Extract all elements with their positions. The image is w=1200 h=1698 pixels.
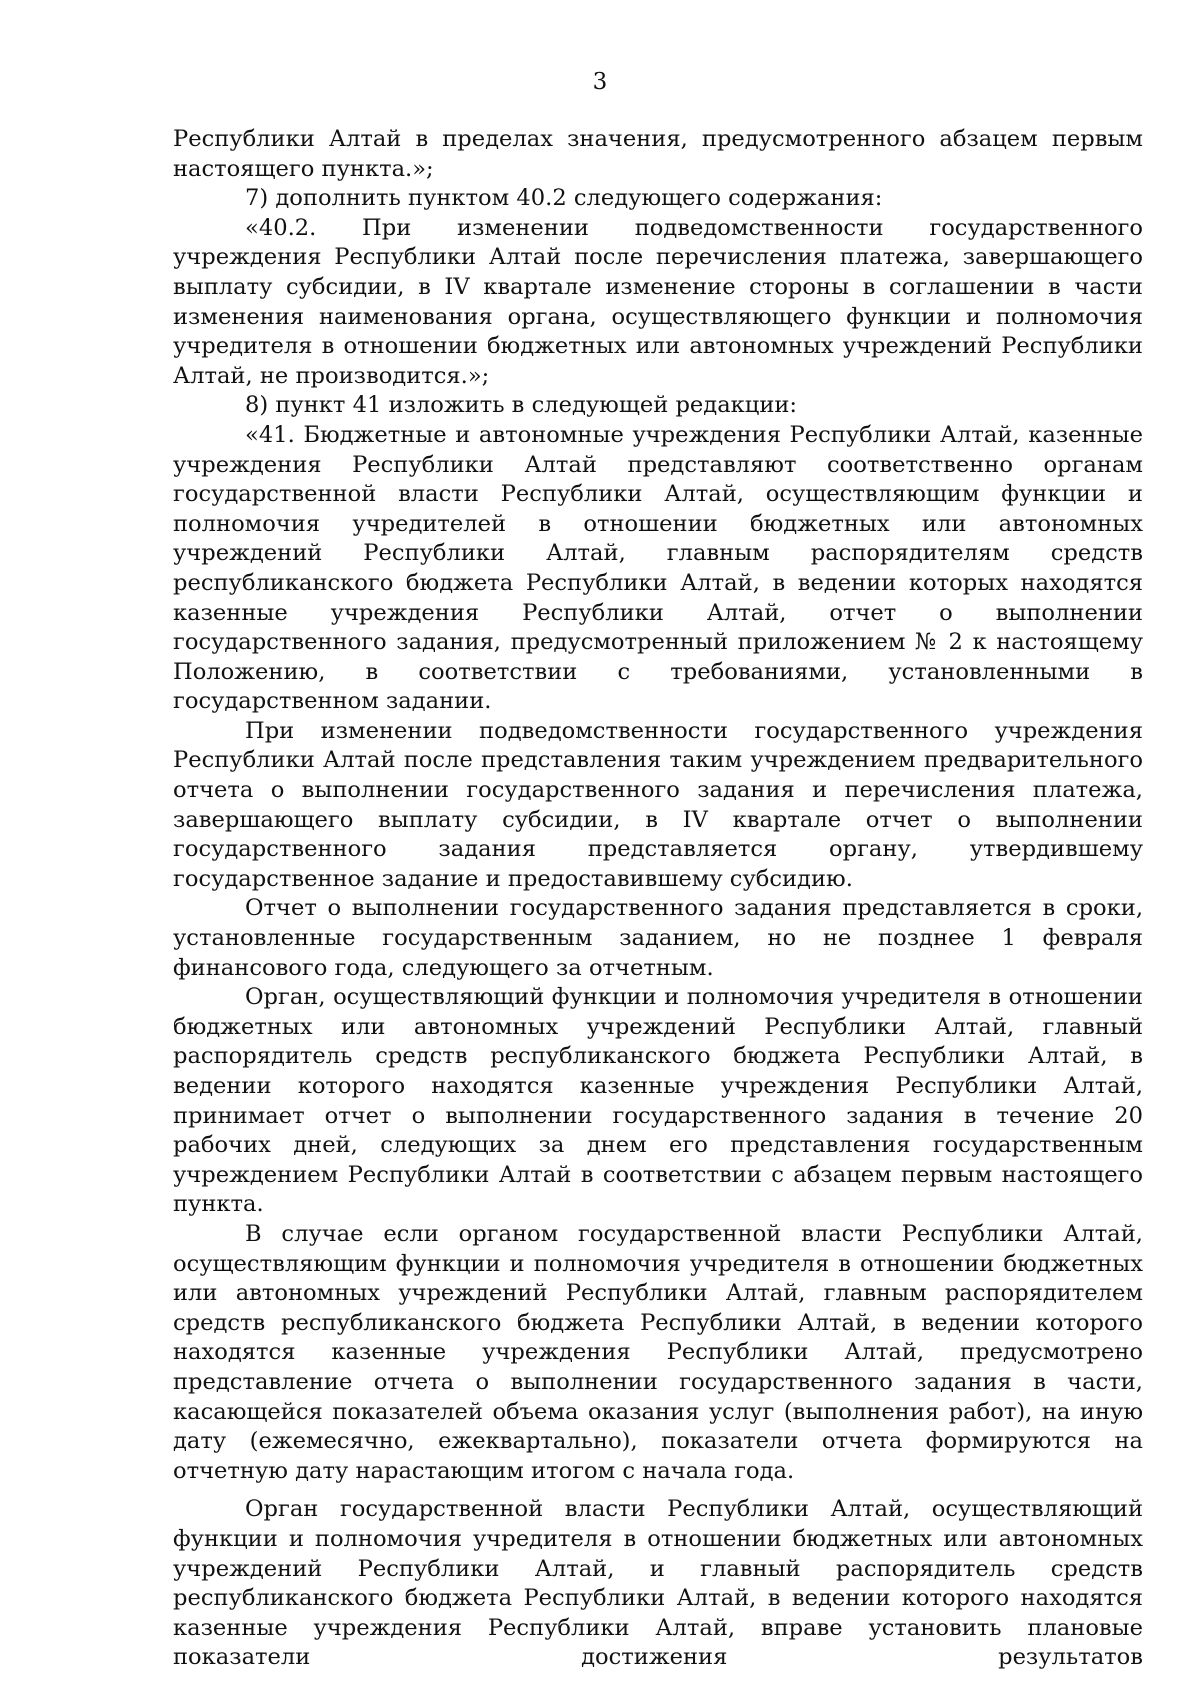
- paragraph-clause-40-2: «40.2. При изменении подведомственности государственного учреждения Республики Алтай после перечисления платежа, завершающего выплату субсидии, в IV квартале изменение стороны в соглашении в части изменения наименования органа, осуществляющего функции и полномочия учредителя в отношении бюджетных или автономных учреждений Республики Алтай, не производится.»;: [173, 214, 1143, 389]
- paragraph-report-acceptance: Орган, осуществляющий функции и полномочия учредителя в отношении бюджетных или автономных учреждений Республики Алтай, главный распорядитель средств республиканского бюджета Республики Алтай, в ведении которого находятся казенные учреждения Республики Алтай, принимает отчет о выполнении государственного задания в течение 20 рабочих дней, следующих за днем его представления государственным учреждением Республики Алтай в соответствии с абзацем первым настоящего пункта.: [173, 984, 1143, 1218]
- page-number: 3: [592, 69, 608, 95]
- document-body: [173, 125, 1143, 1673]
- paragraph-report-deadline: Отчет о выполнении государственного задания представляется в сроки, установленные государственным заданием, но не позднее 1 февраля финансового года, следующего за отчетным.: [173, 895, 1143, 981]
- paragraph-continuation: Республики Алтай в пределах значения, предусмотренного абзацем первым настоящего пункта.»;: [173, 126, 1143, 182]
- paragraph-planned-indicators: Орган государственной власти Республики Алтай, осуществляющий функции и полномочия учредителя в отношении бюджетных или автономных учреждений Республики Алтай, и главный распорядитель средств республиканского бюджета Республики Алтай, в ведении которого находятся казенные учреждения Республики Алтай, вправе установить плановые показатели достижения результатов: [173, 1496, 1143, 1671]
- paragraph-cumulative-indicators: В случае если органом государственной власти Республики Алтай, осуществляющим функции и полномочия учредителя в отношении бюджетных или автономных учреждений Республики Алтай, главным распорядителем средств республиканского бюджета Республики Алтай, в ведении которого находятся казенные учреждения Республики Алтай, предусмотрено представление отчета о выполнении государственного задания в части, касающейся показателей объема оказания услуг (выполнения работ), на иную дату (ежемесячно, ежеквартально), показатели отчета формируются на отчетную дату нарастающим итогом с начала года.: [173, 1220, 1143, 1484]
- paragraph-item-7: 7) дополнить пунктом 40.2 следующего содержания:: [245, 185, 883, 212]
- paragraph-clause-41: «41. Бюджетные и автономные учреждения Республики Алтай, казенные учреждения Республики Алтай представляют соответственно органам государственной власти Республики Алтай, осуществляющим функции и полномочия учредителей в отношении бюджетных или автономных учреждений Республики Алтай, главным распорядителям средств республиканского бюджета Республики Алтай, в ведении которых находятся казенные учреждения Республики Алтай, отчет о выполнении государственного задания, предусмотренный приложением № 2 к настоящему Положению, в соответствии с требованиями, установленными в государственном задании.: [173, 421, 1143, 715]
- paragraph-item-8: 8) пункт 41 изложить в следующей редакции:: [245, 392, 798, 419]
- paragraph-subordination-change: При изменении подведомственности государственного учреждения Республики Алтай после представления таким учреждением предварительного отчета о выполнении государственного задания и перечисления платежа, завершающего выплату субсидии, в IV квартале отчет о выполнении государственного задания представляется органу, утвердившему государственное задание и предоставившему субсидию.: [173, 717, 1143, 892]
